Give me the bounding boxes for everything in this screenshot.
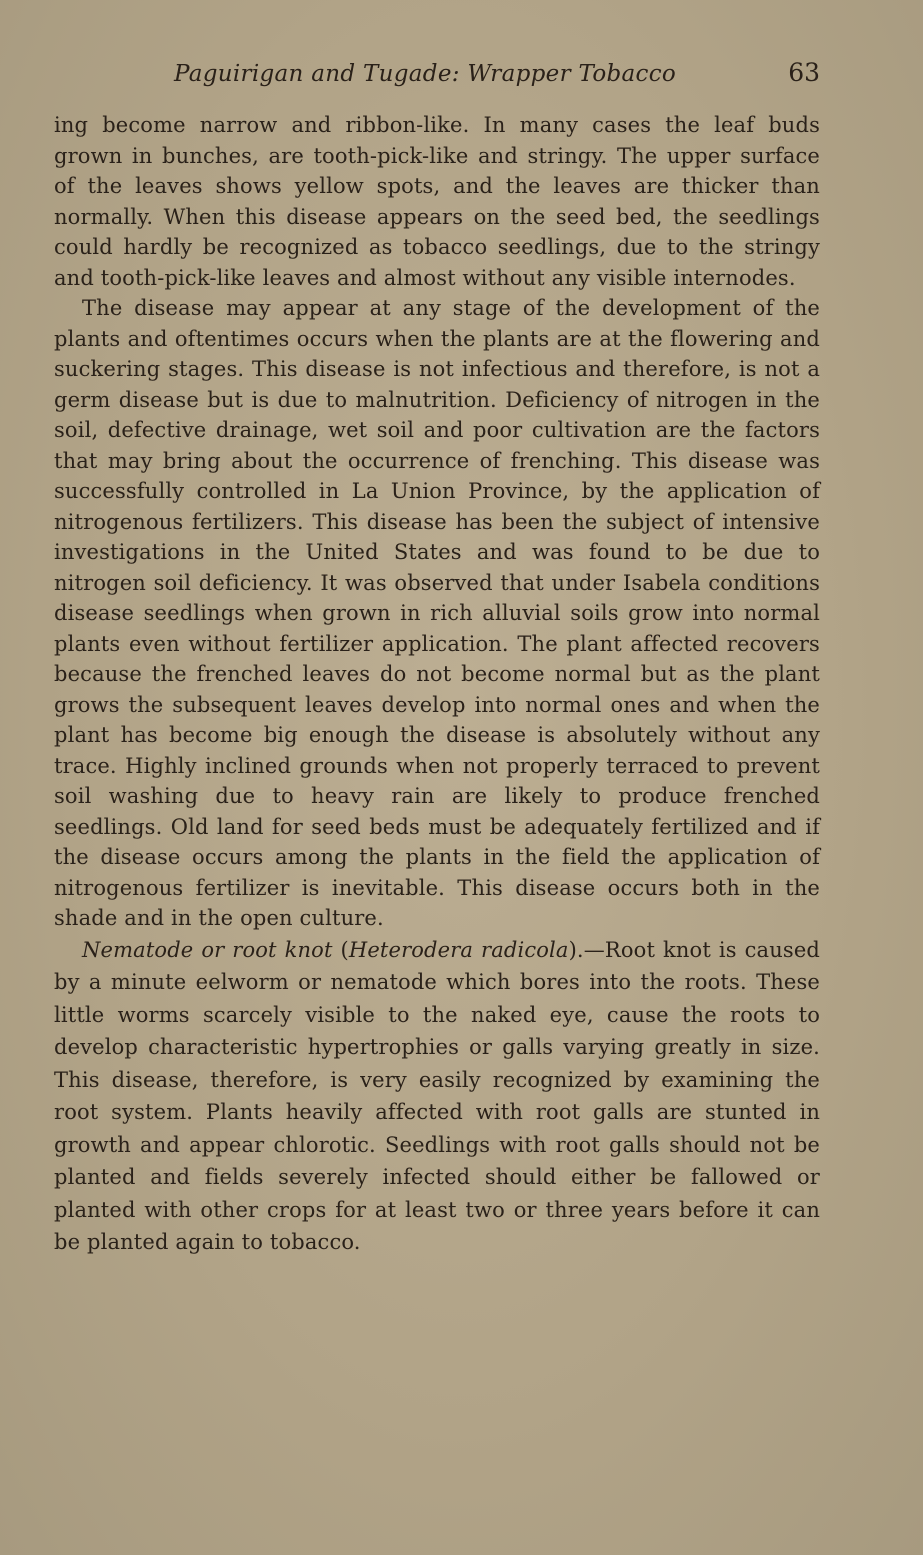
scientific-name: Heterodera radicola	[348, 937, 569, 962]
body-text	[54, 110, 820, 1259]
paragraph-frenching-causes: The disease may appear at any stage of the development of the plants and oftentimes occurs when the plants are at the flowering and suckering stages. This disease is not infectious and therefore, is not a germ disease but is due to malnutrition. Deficiency of nitrogen in the soil, defective drainage, wet soil and poor cultivation are the factors that may bring about the occurrence of frenching. This disease was successfully controlled in La Union Province, by the application of nitrogenous fertilizers. This disease has been the subject of intensive investigations in the United States and was found to be due to nitrogen soil deficiency. It was observed that under Isabela conditions disease seedlings when grown in rich alluvial soils grow into normal plants even without fertilizer application. The plant affected recovers because the frenched leaves do not become normal but as the plant grows the subsequent leaves develop into normal ones and when the plant has become big enough the disease is absolutely without any trace. Highly inclined grounds when not properly terraced to prevent soil washing due to heavy rain are likely to produce frenched seedlings. Old land for seed beds must be adequately fertilized and if the disease occurs among the plants in the field the application of nitrogenous fertilizer is inevitable. This disease occurs both in the shade and in the open culture.	[54, 296, 820, 930]
book-page	[54, 58, 820, 1259]
nematode-text: ).—Root knot is caused by a minute eelworm or nematode which bores into the roots. These little worms scarcely visible to the naked eye, cause the roots to develop characteristic hypertrophies or galls varying greatly in size. This disease, therefore, is very easily recognized by examining the root system. Plants heavily affected with root galls are stunted in growth and appear chlorotic. Seedlings with root galls should not be planted and fields severely infected should either be fallowed or planted with other crops for at least two or three years before it can be planted again to tobacco.	[54, 937, 820, 1254]
paragraph-nematode	[54, 934, 820, 1259]
page-number: 63	[788, 58, 820, 87]
running-head	[54, 58, 820, 98]
open-paren: (	[332, 937, 349, 962]
paragraph-frenching-symptoms: ing become narrow and ribbon-like. In many cases the leaf buds grown in bunches, are tooth-pick-like and stringy. The upper surface of the leaves shows yellow spots, and the leaves are thicker than normally. When this disease appears on the seed bed, the seedlings could hardly be recognized as tobacco seedlings, due to the stringy and tooth-pick-like leaves and almost without any visible internodes.	[54, 113, 820, 290]
running-title: Paguirigan and Tugade: Wrapper Tobacco	[174, 61, 677, 87]
section-term: Nematode or root knot	[82, 937, 333, 962]
